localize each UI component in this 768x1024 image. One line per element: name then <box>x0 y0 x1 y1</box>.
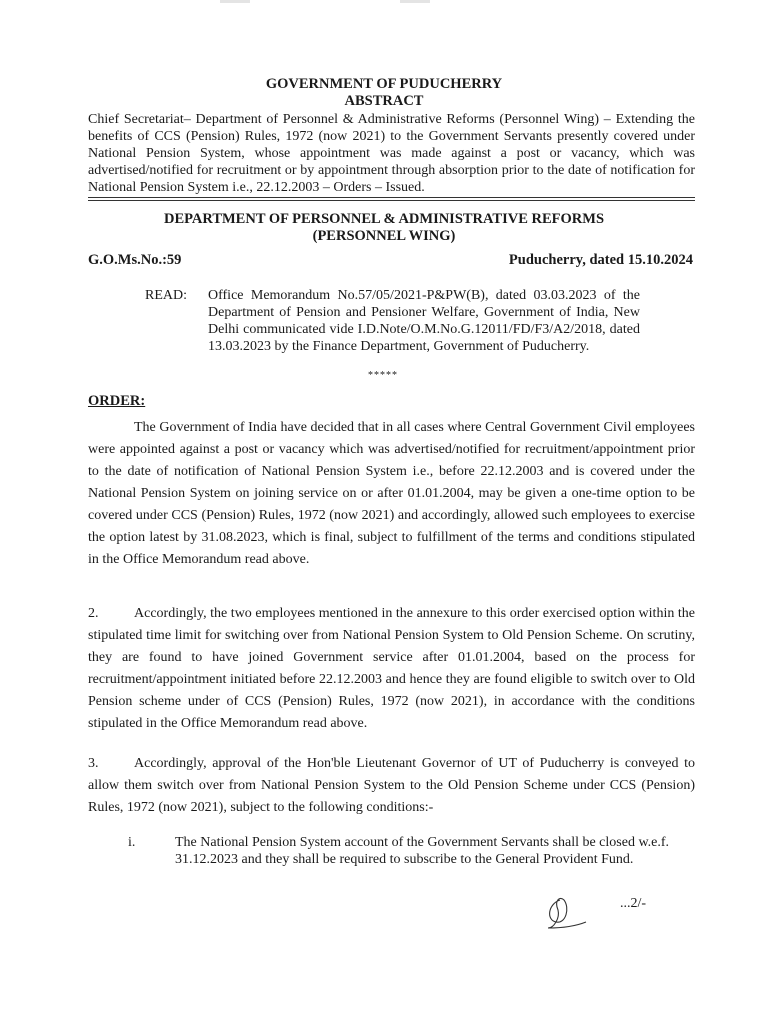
continuation-marker: ...2/- <box>620 896 647 911</box>
order-heading: ORDER: <box>88 393 146 409</box>
signature-initial <box>536 892 596 938</box>
divider-line <box>88 200 695 201</box>
scan-mark <box>220 0 250 3</box>
department-title: DEPARTMENT OF PERSONNEL & ADMINISTRATIVE REFORMS <box>163 211 605 227</box>
place-date: Puducherry, dated 15.10.2024 <box>508 252 693 268</box>
abstract-label: ABSTRACT <box>344 93 424 109</box>
scan-mark <box>400 0 430 3</box>
condition-i: The National Pension System account of the Government Servants shall be closed w.e.f. 31.12.2023 and they shall be required to subscribe to the General Provident Fund. <box>175 835 670 867</box>
stars-separator: ***** <box>368 370 398 381</box>
divider-line <box>88 197 695 198</box>
abstract-text: Chief Secretariat– Department of Personnel & Administrative Reforms (Personnel Wing) – Extending the benefits of CCS (Pension) Rules, 1972 (now 2021) to the Government Servants presently covered under National Pension System, whose appointment was made against a post or vacancy, which was advertised/notified for recruitment or by appointment through absorption prior to the date of notification for National Pension System i.e., 22.12.2003 – Orders – Issued. <box>88 112 695 195</box>
government-title: GOVERNMENT OF PUDUCHERRY <box>265 76 503 92</box>
order-paragraph-2: Accordingly, the two employees mentioned in the annexure to this order exercised option within the stipulated time limit for switching over from National Pension System to Old Pension Scheme. On scrutiny, they are found to have joined Government service after 01.01.2004, based on the process for recruitment/appointment initiated before 22.12.2003 and hence they are found eligible to switch over to Old Pension scheme under of CCS (Pension) Rules, 1972 (now 2021), in accordance with the conditions stipulated in the Office Memorandum read above. <box>88 606 695 731</box>
read-text: Office Memorandum No.57/05/2021-P&PW(B), dated 03.03.2023 of the Department of Pension and Pensioner Welfare, Government of India, New Delhi communicated vide I.D.Note/O.M.No.G.12011/FD/F3/A2/2018, dated 13.03.2023 by the Finance Department, Government of Puducherry. <box>208 288 640 354</box>
order-paragraph-3: Accordingly, approval of the Hon'ble Lieutenant Governor of UT of Puducherry is conveyed to allow them switch over from National Pension System to the Old Pension Scheme under CCS (Pension) Rules, 1972 (now 2021), subject to the following conditions:- <box>88 756 695 815</box>
order-paragraph-1: The Government of India have decided that in all cases where Central Government Civil employees were appointed against a post or vacancy which was advertised/notified for recruitment/appointment prior to the date of notification of National Pension System i.e., before 22.12.2003 and is covered under the National Pension System on joining service on or after 01.01.2004, may be given a one-time option to be covered under CCS (Pension) Rules, 1972 (now 2021) and accordingly, allowed such employees to exercise the option latest by 31.08.2023, which is final, subject to fulfillment of the terms and conditions stipulated in the Office Memorandum read above. <box>88 420 695 567</box>
go-number: G.O.Ms.No.:59 <box>88 252 182 268</box>
condition-number: i. <box>128 835 136 850</box>
department-subtitle: (PERSONNEL WING) <box>312 228 456 244</box>
read-label: READ: <box>145 288 187 303</box>
paragraph-3-number: 3. <box>88 756 99 771</box>
paragraph-2-number: 2. <box>88 606 99 621</box>
